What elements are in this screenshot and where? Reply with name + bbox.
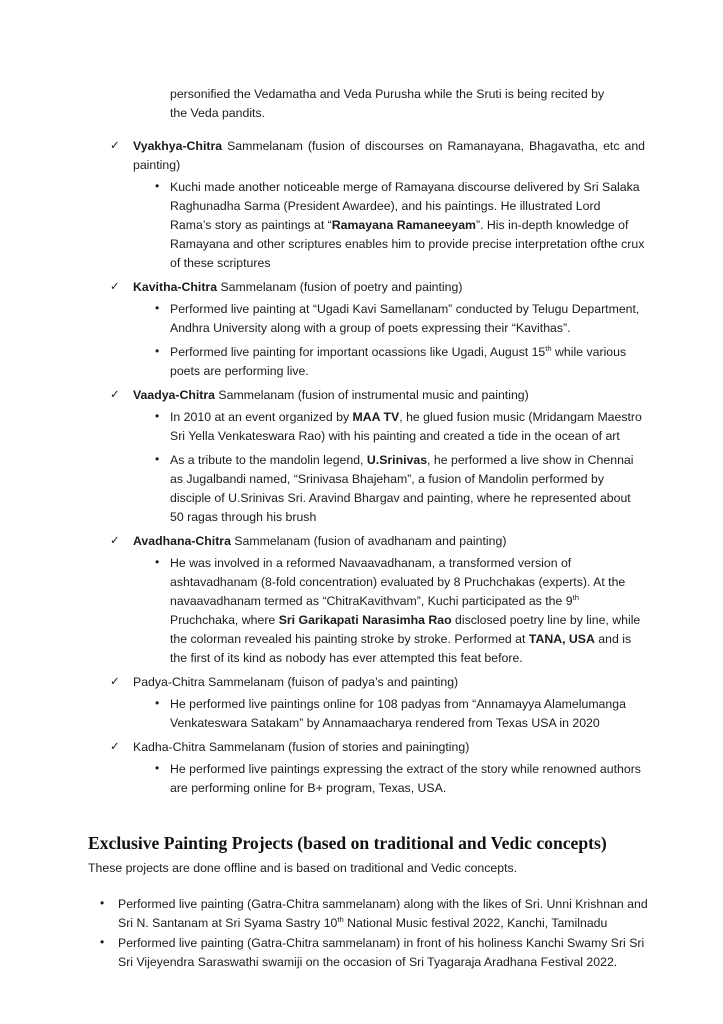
text-run: ”. His in-depth knowledge of Ramayana and other scriptures enables him to provide precise interpretation ofthe crux of these scriptures [170, 218, 645, 270]
sub-bullet-item [155, 554, 645, 668]
text-run: Padya-Chitra Sammelanam (fuison of padya’s and painting) [133, 675, 459, 689]
checkmark-icon: ✓ [110, 281, 120, 293]
bullet-icon: • [155, 409, 160, 423]
bullet-icon: • [100, 896, 105, 910]
text-run: th [337, 914, 344, 924]
text-run: As a tribute to the mandolin legend, [170, 453, 367, 467]
text-run: He was involved in a reformed Navaavadhanam, a transformed version of ashtavadhanam (8-fold concentration) evaluated by 8 Pruchchakas (experts). At the navaavadhanam termed as “ChitraKavithvam”, Kuchi participated as the 9 [170, 556, 626, 608]
sub-bullet-item [155, 451, 645, 527]
sub-bullet-item [155, 178, 645, 273]
checkmark-icon: ✓ [110, 535, 120, 547]
bullet-icon: • [155, 761, 160, 775]
text-run: and is the first of its kind as nobody has ever attempted this feat before. [170, 632, 632, 665]
intro-paragraph: personified the Vedamatha and Veda Purusha while the Sruti is being recited by the Veda pandits. [170, 87, 605, 120]
text-run: while various poets are performing live. [170, 345, 627, 378]
bullet-icon: • [155, 696, 160, 710]
text-run: th [545, 343, 552, 353]
text-run: Sri Garikapati Narasimha Rao [278, 613, 452, 627]
text-run: Kavitha-Chitra [133, 280, 218, 294]
check-item-title [110, 738, 645, 757]
bullet-icon: • [155, 344, 160, 358]
text-run: He performed live paintings online for 108 padyas from “Annamayya Alamelumanga Venkateswara Satakam” by Annamaacharya rendered from Texas USA in 2020 [170, 697, 626, 730]
text-run: Kuchi made another noticeable merge of Ramayana discourse delivered by Sri Salaka Raghunadha Sarma (President Awardee), and his paintings. He illustrated Lord Rama’s story as paintings at “ [170, 180, 640, 232]
text-run: Performed live painting (Gatra-Chitra sammelanam) in front of his holiness Kanchi Swamy Sri Sri Sri Vijeyendra Saraswathi swamiji on the occasion of Sri Tyagaraja Aradhana Festival 2022. [118, 936, 645, 969]
sub-bullet-item [155, 760, 645, 798]
sub-bullet-item [155, 343, 645, 381]
text-run: Vyakhya-Chitra [133, 139, 223, 153]
checkmark-icon: ✓ [110, 676, 120, 688]
text-run: Performed live painting (Gatra-Chitra sammelanam) along with the likes of Sri. Unni Krishnan and Sri N. Santanam at Sri Syama Sastry 10 [118, 897, 648, 930]
text-run: Sammelanam (fusion of discourses on Ramanayana, Bhagavatha, etc and painting) [133, 139, 645, 172]
text-run: Performed live painting for important ocassions like Ugadi, August 15 [170, 345, 546, 359]
text-run: , he glued fusion music (Mridangam Maestro Sri Yella Venkateswara Rao) with his painting and created a tide in the ocean of art [170, 410, 642, 443]
text-run: Avadhana-Chitra [133, 534, 231, 548]
text-run: Performed live painting at “Ugadi Kavi Samellanam” conducted by Telugu Department, Andhra University along with a group of poets expressing their “Kavithas”. [170, 302, 640, 335]
bullet-icon: • [100, 935, 105, 949]
bullet-icon: • [155, 179, 160, 193]
text-run: U.Srinivas [366, 453, 428, 467]
text-run: Sammelanam (fusion of avadhanam and painting) [230, 534, 507, 548]
bullet-icon: • [155, 301, 160, 315]
text-run: , he performed a live show in Chennai as Jugalbandi named, “Srinivasa Bhajeham”, a fusion of Mandolin performed by disciple of U.Srinivas Sri. Aravind Bhargav and painting, where he represented about 50 ragas through his brush [170, 453, 634, 524]
text-run: Sammelanam (fusion of instrumental music and painting) [215, 388, 529, 402]
check-item-title [110, 673, 645, 692]
text-run: Vaadya-Chitra [133, 388, 216, 402]
text-run: National Music festival 2022, Kanchi, Tamilnadu [343, 916, 608, 930]
text-run: Kadha-Chitra Sammelanam (fusion of stories and painingting) [133, 740, 470, 754]
text-run: MAA TV [352, 410, 400, 424]
text-run: Pruchchaka, where [170, 613, 279, 627]
bullet-icon: • [155, 452, 160, 466]
check-item-title [110, 137, 645, 175]
text-run: Sammelanam (fusion of poetry and painting) [217, 280, 463, 294]
check-item-title [110, 278, 645, 297]
checkmark-icon: ✓ [110, 140, 120, 152]
section-bullet-item [100, 895, 655, 933]
text-run: disclosed poetry line by line, while the colorman revealed his painting stroke by stroke. Performed at [170, 613, 641, 646]
text-run: In 2010 at an event organized by [170, 410, 353, 424]
checkmark-icon: ✓ [110, 389, 120, 401]
check-item-title [110, 532, 645, 551]
section-bullet-item [100, 934, 655, 972]
text-run: Ramayana Ramaneeyam [331, 218, 476, 232]
section-heading: Exclusive Painting Projects (based on traditional and Vedic concepts) [88, 833, 607, 853]
sub-bullet-item [155, 408, 645, 446]
text-run: th [572, 592, 579, 602]
section-bullet-list [0, 895, 723, 972]
checkmark-icon: ✓ [110, 741, 120, 753]
check-item-title [110, 386, 645, 405]
sub-bullet-item [155, 300, 645, 338]
text-run: He performed live paintings expressing the extract of the story while renowned authors are performing online for B+ program, Texas, USA. [170, 762, 641, 795]
check-list [0, 137, 723, 798]
text-run: TANA, USA [528, 632, 595, 646]
bullet-icon: • [155, 555, 160, 569]
section-subheading: These projects are done offline and is based on traditional and Vedic concepts. [88, 861, 518, 875]
sub-bullet-item [155, 695, 645, 733]
